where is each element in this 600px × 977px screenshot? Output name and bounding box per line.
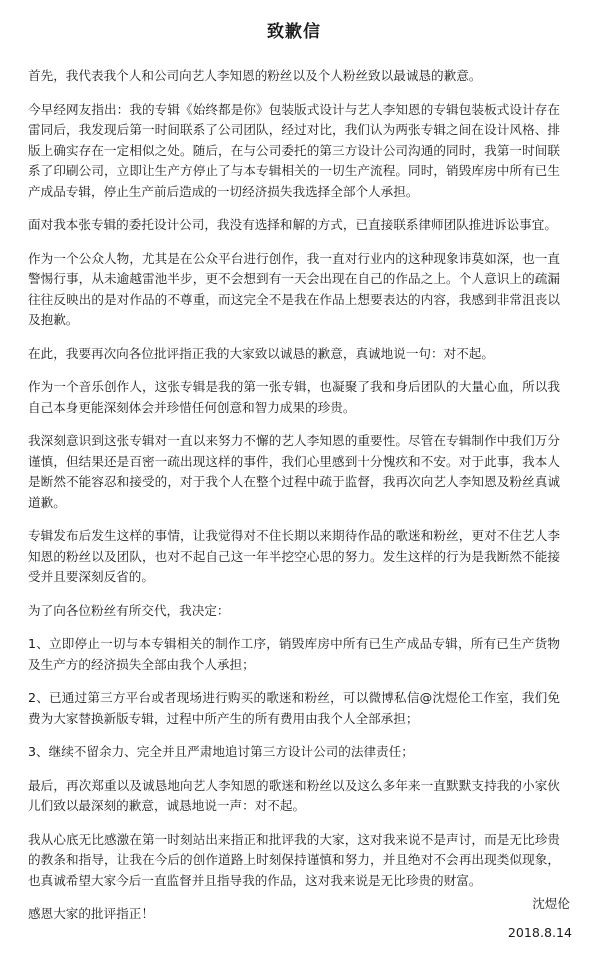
signature: 沈煜伦 bbox=[532, 896, 570, 911]
paragraph-4: 作为一个公众人物，尤其是在公众平台进行创作，我一直对行业内的这种现象讳莫如深，也一直警惕行事，从未逾越雷池半步，更不会想到有一天会出现在自己的作品之上。个人意识上的疏漏往往反映出的是对作品的不尊重，而这完全不是我在作品上想要表达的内容，我感到非常沮丧以及抱歉。 bbox=[28, 250, 560, 327]
paragraph-2: 今早经网友指出：我的专辑《始终都是你》包装版式设计与艺人李知恩的专辑包装板式设计存在雷同后，我发现后第一时间联系了公司团队，经过对比，我们认为两张专辑之间在设计风格、排版上确实存在一定相似之处。随后，在与公司委托的第三方设计公司沟通的同时，我第一时间联系了印刷公司，立即让生产方停止了与本专辑相关的一切生产流程。同时，销毁库房中所有已生产成品专辑，停止生产前后造成的一切经济损失我选择全部个人承担。 bbox=[28, 101, 560, 199]
paragraph-14: 我从心底无比感激在第一时刻站出来指正和批评我的大家，这对我来说不是声讨，而是无比珍贵的教条和指导，让我在今后的创作道路上时刻保持谨慎和努力，并且绝对不会再出现类似现象，也真诚希望大家今后一直监督并且指导我的作品，这对我来说是无比珍贵的财富。 bbox=[28, 831, 560, 888]
letter-title: 致歉信 bbox=[267, 22, 321, 42]
paragraph-7: 我深刻意识到这张专辑对一直以来努力不懈的艺人李知恩的重要性。尽管在专辑制作中我们万分谨慎，但结果还是百密一疏出现这样的事件，我们心里感到十分愧疚和不安。对于此事，我本人是断然不能容忍和接受的，对于我个人在整个过程中疏于监督，我再次向艺人李知恩及粉丝真诚道歉。 bbox=[28, 433, 560, 510]
list-item-3: 3、继续不留余力、完全并且严肃地追讨第三方设计公司的法律责任； bbox=[28, 744, 414, 759]
paragraph-13: 最后，再次郑重以及诚恳地向艺人李知恩的歌迷和粉丝以及这么多年来一直默默支持我的小家伙儿们致以最深刻的歉意，诚恳地说一声：对不起。 bbox=[28, 777, 560, 813]
date: 2018.8.14 bbox=[507, 925, 572, 940]
paragraph-6: 作为一个音乐创作人，这张专辑是我的第一张专辑，也凝聚了我和身后团队的大量心血，所以我自己本身更能深刻体会并珍惜任何创意和智力成果的珍贵。 bbox=[28, 379, 560, 415]
paragraph-1: 首先，我代表我个人和公司向艺人李知恩的粉丝以及个人粉丝致以最诚恳的歉意。 bbox=[28, 68, 482, 83]
closing-line: 感恩大家的批评指正！ bbox=[28, 906, 154, 921]
paragraph-8: 专辑发布后发生这样的事情，让我觉得对不住长期以来期待作品的歌迷和粉丝，更对不住艺人李知恩的粉丝以及团队，也对不起自己这一年半挖空心思的努力。发生这样的行为是我断然不能接受并且要深刻反省的。 bbox=[28, 528, 560, 584]
list-item-1: 1、立即停止一切与本专辑相关的制作工序，销毁库房中所有已生产成品专辑，所有已生产货物及生产方的经济损失全部由我个人承担； bbox=[28, 636, 560, 672]
list-item-2: 2、已通过第三方平台或者现场进行购买的歌迷和粉丝，可以微博私信@沈煜伦工作室，我们免费为大家替换新版专辑，过程中所产生的所有费用由我个人全部承担； bbox=[28, 690, 560, 726]
paragraph-9: 为了向各位粉丝有所交代，我决定： bbox=[28, 602, 230, 618]
paragraph-3: 面对我本张专辑的委托设计公司，我没有选择和解的方式，已直接联系律师团队推进诉讼事宜。 bbox=[28, 217, 557, 232]
paragraph-5: 在此，我要再次向各位批评指正我的大家致以诚恳的歉意，真诚地说一句：对不起。 bbox=[28, 345, 494, 361]
